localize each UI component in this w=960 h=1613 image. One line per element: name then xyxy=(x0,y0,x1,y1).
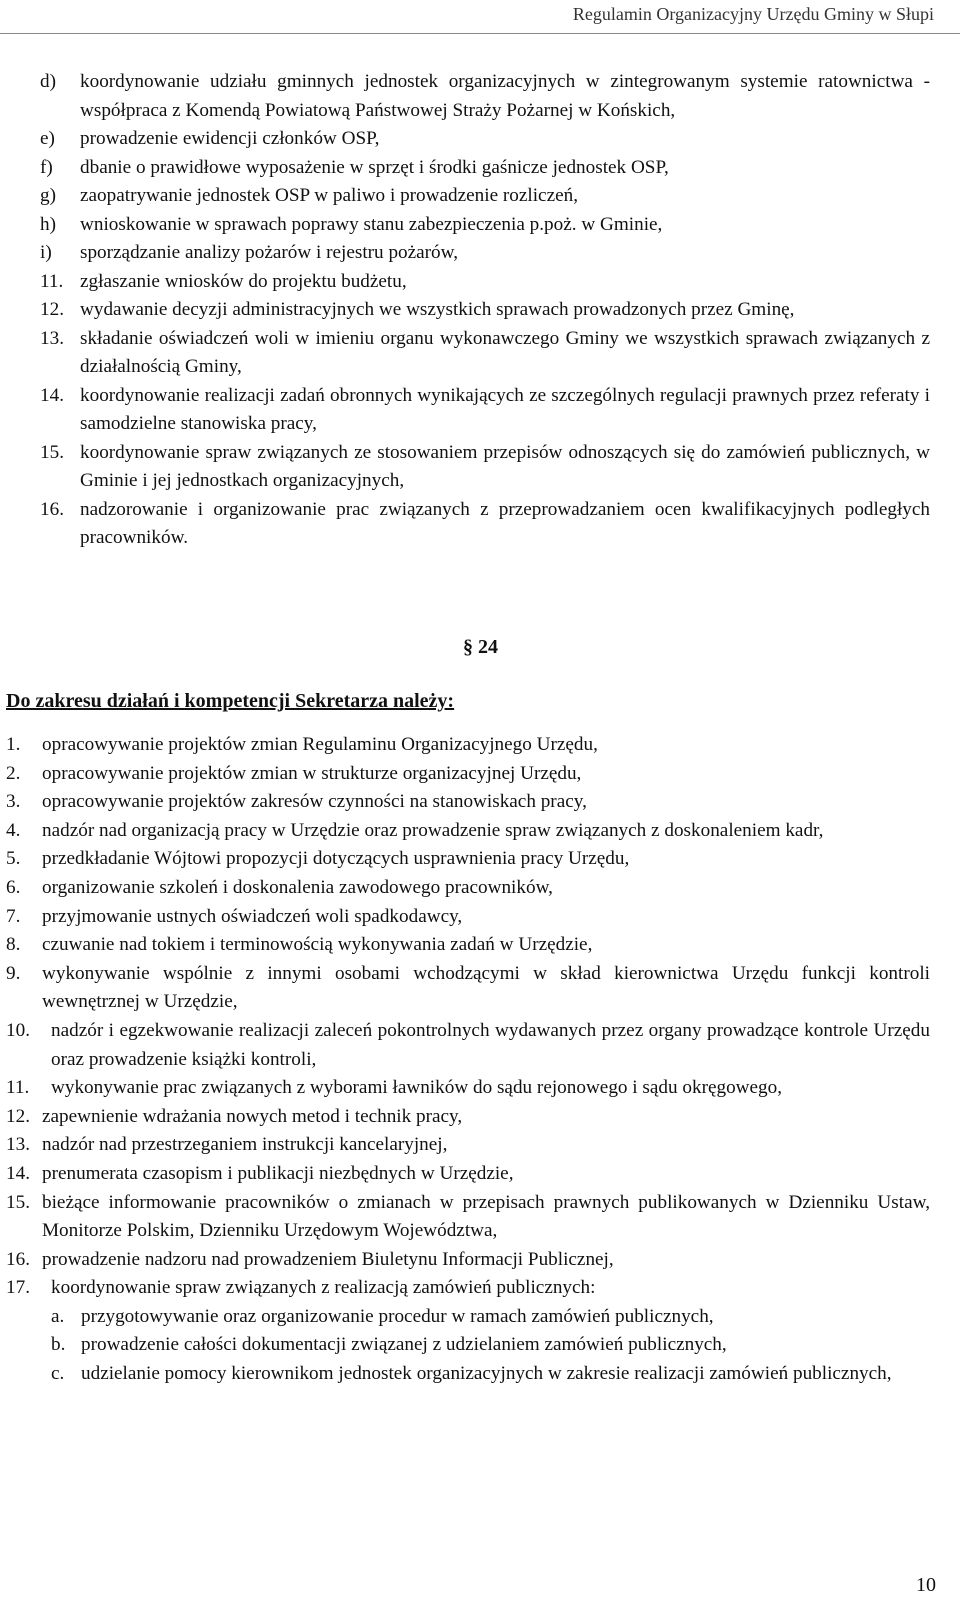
list-item xyxy=(6,960,930,1017)
item-text: nadzór nad organizacją pracy w Urzędzie oraz prowadzenie spraw związanych z doskonaleniem kadr, xyxy=(42,819,824,841)
item-label: 3. xyxy=(6,791,21,813)
item-label: 10. xyxy=(6,1019,30,1041)
list-item xyxy=(40,154,930,183)
list-item xyxy=(40,382,930,439)
item-text: prenumerata czasopism i publikacji niezbędnych w Urzędzie, xyxy=(42,1162,514,1184)
list-item xyxy=(6,931,930,960)
list-item xyxy=(40,325,930,382)
list-item xyxy=(51,1360,930,1389)
list-item xyxy=(6,874,930,903)
list-item xyxy=(40,182,930,211)
list-item xyxy=(6,731,930,760)
item-label: g) xyxy=(40,185,56,206)
item-label: 12. xyxy=(40,299,64,320)
section-symbol: § 24 xyxy=(463,636,498,658)
item-label: 13. xyxy=(6,1134,30,1156)
list-item xyxy=(40,439,930,496)
item-text: zgłaszanie wniosków do projektu budżetu, xyxy=(80,270,407,292)
item-text: prowadzenie całości dokumentacji związanej z udzielaniem zamówień publicznych, xyxy=(81,1334,727,1356)
list-item xyxy=(6,1189,930,1246)
item-label: i) xyxy=(40,242,52,263)
list-item xyxy=(6,1074,930,1103)
header-divider xyxy=(0,33,960,34)
list-item xyxy=(6,903,930,932)
item-label: 4. xyxy=(6,819,21,841)
item-text: przyjmowanie ustnych oświadczeń woli spadkodawcy, xyxy=(42,905,463,927)
list-item xyxy=(40,211,930,240)
item-text: wydawanie decyzji administracyjnych we wszystkich sprawach prowadzonych przez Gminę, xyxy=(80,299,795,320)
item-label: d) xyxy=(40,71,56,92)
item-text: prowadzenie ewidencji członków OSP, xyxy=(80,128,380,149)
list-item xyxy=(51,1303,930,1332)
item-label: b. xyxy=(51,1334,66,1356)
item-text: opracowywanie projektów zmian Regulaminu Organizacyjnego Urzędu, xyxy=(42,734,598,755)
item-text: koordynowanie realizacji zadań obronnych wynikających ze szczególnych regulacji prawnych przez referaty i samodzielne stanowiska pracy, xyxy=(80,384,930,434)
item-label: 7. xyxy=(6,905,21,927)
list-item xyxy=(40,296,930,325)
item-text: przedkładanie Wójtowi propozycji dotyczących usprawnienia pracy Urzędu, xyxy=(42,848,630,870)
item-label: 14. xyxy=(40,384,64,406)
item-text: wykonywanie wspólnie z innymi osobami wchodzącymi w skład kierownictwa Urzędu funkcji kontroli wewnętrznej w Urzędzie, xyxy=(42,962,930,1013)
item-text: wnioskowanie w sprawach poprawy stanu zabezpieczenia p.poż. w Gminie, xyxy=(80,213,663,235)
item-label: 11. xyxy=(6,1077,30,1099)
item-label: 9. xyxy=(6,962,21,984)
item-text: zaopatrywanie jednostek OSP w paliwo i prowadzenie rozliczeń, xyxy=(80,185,578,206)
item-text: wykonywanie prac związanych z wyborami ławników do sądu rejonowego i sądu okręgowego, xyxy=(51,1077,783,1099)
item-text: bieżące informowanie pracowników o zmianach w przepisach prawnych publikowanych w Dzienniku Ustaw, Monitorze Polskim, Dzienniku Urzędowym Województwa, xyxy=(42,1191,930,1242)
item-text: prowadzenie nadzoru nad prowadzeniem Biuletynu Informacji Publicznej, xyxy=(42,1248,614,1270)
item-label: a. xyxy=(51,1305,65,1327)
item-label: 15. xyxy=(40,441,64,463)
item-label: e) xyxy=(40,128,55,149)
item-label: 6. xyxy=(6,876,21,898)
list-item xyxy=(6,760,930,789)
item-label: 1. xyxy=(6,734,21,755)
page-number: 10 xyxy=(916,1574,936,1596)
item-label: c. xyxy=(51,1363,65,1385)
item-text: dbanie o prawidłowe wyposażenie w sprzęt i środki gaśnicze jednostek OSP, xyxy=(80,156,669,178)
item-text: organizowanie szkoleń i doskonalenia zawodowego pracowników, xyxy=(42,876,553,898)
item-text: sporządzanie analizy pożarów i rejestru pożarów, xyxy=(80,242,459,263)
list-item xyxy=(40,125,930,154)
list-item xyxy=(40,68,930,125)
item-text: udzielanie pomocy kierownikom jednostek organizacyjnych w zakresie realizacji zamówień publicznych, xyxy=(81,1363,892,1385)
list-item xyxy=(6,788,930,817)
item-label: 14. xyxy=(6,1162,30,1184)
list-item xyxy=(6,1017,930,1074)
list-item xyxy=(6,1160,930,1189)
item-text: opracowywanie projektów zakresów czynności na stanowiskach pracy, xyxy=(42,791,587,813)
list-item xyxy=(40,268,930,297)
item-label: 2. xyxy=(6,762,21,784)
item-text: zapewnienie wdrażania nowych metod i technik pracy, xyxy=(42,1105,463,1127)
item-label: 13. xyxy=(40,327,64,349)
section-heading: Do zakresu działań i kompetencji Sekretarza należy: xyxy=(6,690,455,712)
item-label: 12. xyxy=(6,1105,30,1127)
list-item xyxy=(6,1131,930,1160)
item-label: h) xyxy=(40,213,56,235)
item-label: f) xyxy=(40,156,53,178)
list-item xyxy=(6,845,930,874)
item-text: składanie oświadczeń woli w imieniu organu wykonawczego Gminy we wszystkich sprawach związanych z działalnością Gminy, xyxy=(80,327,930,377)
item-label: 15. xyxy=(6,1191,30,1213)
list-item xyxy=(40,496,930,553)
list-item xyxy=(6,1246,930,1275)
list-item xyxy=(51,1331,930,1360)
item-text: przygotowywanie oraz organizowanie procedur w ramach zamówień publicznych, xyxy=(81,1305,714,1327)
item-text: nadzór nad przestrzeganiem instrukcji kancelaryjnej, xyxy=(42,1134,448,1156)
item-text: koordynowanie spraw związanych ze stosowaniem przepisów odnoszących się do zamówień publicznych, w Gminie i jej jednostkach organizacyjnych, xyxy=(80,441,930,491)
item-text: koordynowanie udziału gminnych jednostek organizacyjnych w zintegrowanym systemie ratownictwa - współpraca z Komendą Powiatową Państwowej Straży Pożarnej w Końskich, xyxy=(80,71,930,121)
item-label: 11. xyxy=(40,270,64,292)
secretary-duties-list xyxy=(6,731,930,1389)
sublist xyxy=(6,1303,930,1389)
item-label: 8. xyxy=(6,934,21,956)
list-item xyxy=(6,1103,930,1132)
item-text: opracowywanie projektów zmian w strukturze organizacyjnej Urzędu, xyxy=(42,762,582,784)
item-label: 16. xyxy=(6,1248,30,1270)
item-text: czuwanie nad tokiem i terminowością wykonywania zadań w Urzędzie, xyxy=(42,934,593,956)
list-item xyxy=(40,239,930,268)
item-label: 17. xyxy=(6,1277,30,1299)
item-text: koordynowanie spraw związanych z realizacją zamówień publicznych: xyxy=(51,1277,596,1299)
list-item xyxy=(6,1274,930,1303)
item-label: 16. xyxy=(40,498,64,520)
item-text: nadzorowanie i organizowanie prac związanych z przeprowadzaniem ocen kwalifikacyjnych podległych pracowników. xyxy=(80,498,930,548)
running-header: Regulamin Organizacyjny Urzędu Gminy w Słupi xyxy=(572,4,934,24)
list-item xyxy=(6,817,930,846)
continued-list xyxy=(40,68,930,553)
item-label: 5. xyxy=(6,848,21,870)
item-text: nadzór i egzekwowanie realizacji zaleceń pokontrolnych wydawanych przez organy prowadzące kontrole Urzędu oraz prowadzenie książki kontroli, xyxy=(51,1019,930,1070)
